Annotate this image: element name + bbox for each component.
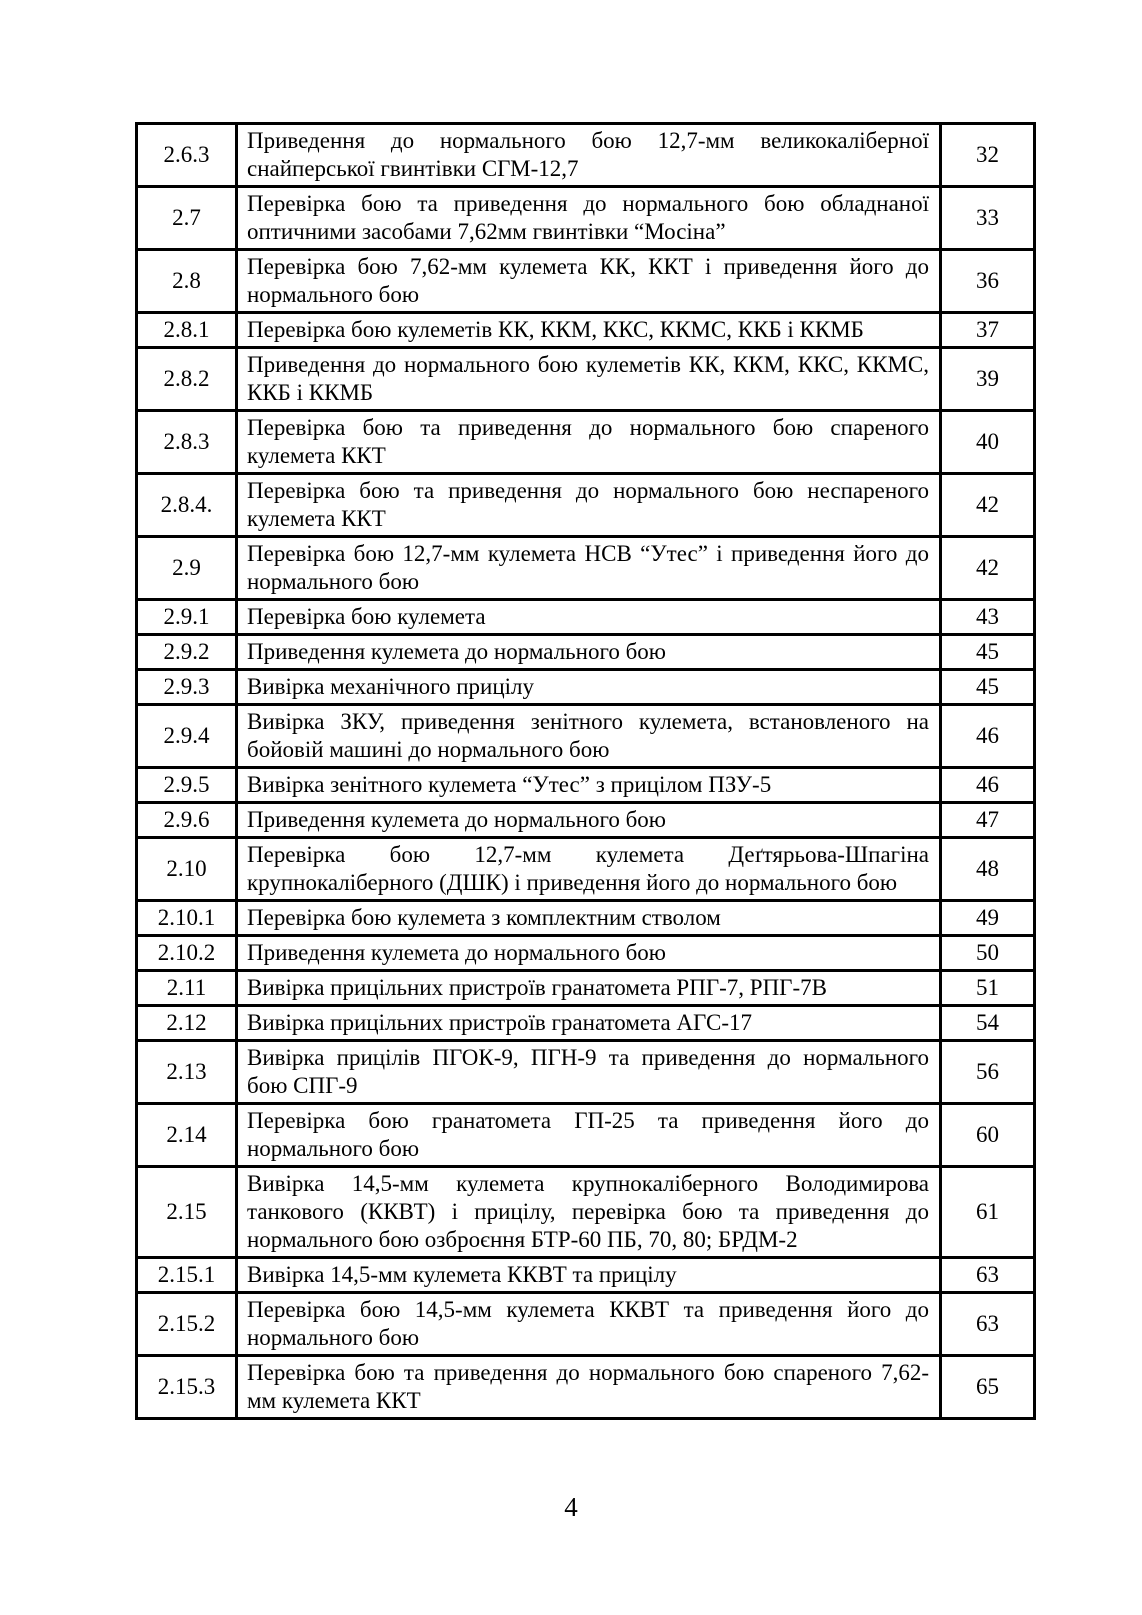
section-page: 43 [941, 600, 1035, 635]
section-number: 2.10 [137, 838, 237, 901]
table-row [137, 971, 1035, 1006]
footer-page-number: 4 [564, 1492, 578, 1522]
section-title: Перевірка бою та приведення до нормального бою спареного 7,62-мм кулемета ККТ [237, 1356, 941, 1419]
section-title: Вивірка 14,5-мм кулемета крупнокаліберного Володимирова танкового (ККВТ) і прицілу, перевірка бою та приведення до нормального бою озброєння БТР-60 ПБ, 70, 80; БРДМ-2 [237, 1167, 941, 1258]
section-number: 2.9.3 [137, 670, 237, 705]
section-title: Перевірка бою 12,7-мм кулемета Деґтярьова-Шпагіна крупнокаліберного (ДШК) і приведення його до нормального бою [237, 838, 941, 901]
table-row [137, 1006, 1035, 1041]
section-number: 2.7 [137, 187, 237, 250]
section-number: 2.15.1 [137, 1258, 237, 1293]
section-title: Приведення кулемета до нормального бою [237, 936, 941, 971]
table-row [137, 1356, 1035, 1419]
table-row [137, 600, 1035, 635]
table-row [137, 936, 1035, 971]
section-page: 32 [941, 124, 1035, 187]
section-title: Вивірка механічного прицілу [237, 670, 941, 705]
section-number: 2.15.2 [137, 1293, 237, 1356]
section-page: 45 [941, 670, 1035, 705]
section-page: 46 [941, 768, 1035, 803]
table-row [137, 635, 1035, 670]
table-row [137, 1167, 1035, 1258]
section-title: Вивірка ЗКУ, приведення зенітного кулемета, встановленого на бойовій машині до нормального бою [237, 705, 941, 768]
table-row [137, 537, 1035, 600]
table-row [137, 474, 1035, 537]
section-number: 2.8.1 [137, 313, 237, 348]
section-number: 2.8 [137, 250, 237, 313]
table-row [137, 1104, 1035, 1167]
section-number: 2.14 [137, 1104, 237, 1167]
section-number: 2.15 [137, 1167, 237, 1258]
table-row [137, 705, 1035, 768]
section-title: Перевірка бою та приведення до нормального бою спареного кулемета ККТ [237, 411, 941, 474]
section-number: 2.9.6 [137, 803, 237, 838]
section-number: 2.9.5 [137, 768, 237, 803]
section-title: Приведення до нормального бою 12,7-мм великокаліберної снайперської гвинтівки СГМ-12,7 [237, 124, 941, 187]
table-row [137, 1293, 1035, 1356]
section-page: 56 [941, 1041, 1035, 1104]
section-title: Приведення кулемета до нормального бою [237, 803, 941, 838]
section-number: 2.12 [137, 1006, 237, 1041]
table-row [137, 348, 1035, 411]
section-title: Перевірка бою 14,5-мм кулемета ККВТ та приведення його до нормального бою [237, 1293, 941, 1356]
table-row [137, 124, 1035, 187]
toc-table-body [137, 124, 1035, 1419]
section-page: 61 [941, 1167, 1035, 1258]
section-page: 47 [941, 803, 1035, 838]
section-title: Перевірка бою гранатомета ГП-25 та приведення його до нормального бою [237, 1104, 941, 1167]
section-number: 2.6.3 [137, 124, 237, 187]
section-page: 51 [941, 971, 1035, 1006]
table-row [137, 838, 1035, 901]
section-page: 46 [941, 705, 1035, 768]
section-page: 65 [941, 1356, 1035, 1419]
section-page: 45 [941, 635, 1035, 670]
section-title: Перевірка бою та приведення до нормального бою неспареного кулемета ККТ [237, 474, 941, 537]
table-row [137, 803, 1035, 838]
section-number: 2.8.3 [137, 411, 237, 474]
section-title: Вивірка прицільних пристроїв гранатомета АГС-17 [237, 1006, 941, 1041]
section-page: 49 [941, 901, 1035, 936]
section-number: 2.9.1 [137, 600, 237, 635]
section-number: 2.10.1 [137, 901, 237, 936]
table-row [137, 768, 1035, 803]
section-number: 2.11 [137, 971, 237, 1006]
table-row [137, 670, 1035, 705]
section-number: 2.9.4 [137, 705, 237, 768]
section-title: Перевірка бою кулеметів КК, ККМ, ККС, ККМС, ККБ і ККМБ [237, 313, 941, 348]
section-number: 2.10.2 [137, 936, 237, 971]
table-row [137, 313, 1035, 348]
section-number: 2.13 [137, 1041, 237, 1104]
section-page: 42 [941, 474, 1035, 537]
section-page: 40 [941, 411, 1035, 474]
section-number: 2.9.2 [137, 635, 237, 670]
section-title: Вивірка прицілів ПГОК-9, ПГН-9 та приведення до нормального бою СПГ-9 [237, 1041, 941, 1104]
table-row [137, 1258, 1035, 1293]
section-page: 37 [941, 313, 1035, 348]
section-number: 2.15.3 [137, 1356, 237, 1419]
section-title: Перевірка бою 7,62-мм кулемета КК, ККТ і приведення його до нормального бою [237, 250, 941, 313]
section-title: Перевірка бою та приведення до нормального бою обладнаної оптичними засобами 7,62мм гвинтівки “Мосіна” [237, 187, 941, 250]
toc-table [135, 122, 1036, 1420]
section-title: Приведення до нормального бою кулеметів КК, ККМ, ККС, ККМС, ККБ і ККМБ [237, 348, 941, 411]
section-page: 42 [941, 537, 1035, 600]
section-page: 54 [941, 1006, 1035, 1041]
section-page: 63 [941, 1293, 1035, 1356]
section-title: Вивірка зенітного кулемета “Утес” з прицілом ПЗУ-5 [237, 768, 941, 803]
table-row [137, 901, 1035, 936]
section-title: Перевірка бою 12,7-мм кулемета НСВ “Утес” і приведення його до нормального бою [237, 537, 941, 600]
section-page: 60 [941, 1104, 1035, 1167]
section-page: 48 [941, 838, 1035, 901]
section-page: 39 [941, 348, 1035, 411]
section-title: Перевірка бою кулемета з комплектним стволом [237, 901, 941, 936]
table-row [137, 411, 1035, 474]
section-title: Вивірка 14,5-мм кулемета ККВТ та прицілу [237, 1258, 941, 1293]
section-title: Перевірка бою кулемета [237, 600, 941, 635]
section-title: Вивірка прицільних пристроїв гранатомета РПГ-7, РПГ-7В [237, 971, 941, 1006]
section-number: 2.8.2 [137, 348, 237, 411]
table-row [137, 250, 1035, 313]
section-page: 36 [941, 250, 1035, 313]
section-page: 50 [941, 936, 1035, 971]
section-number: 2.8.4. [137, 474, 237, 537]
section-page: 33 [941, 187, 1035, 250]
section-title: Приведення кулемета до нормального бою [237, 635, 941, 670]
table-row [137, 187, 1035, 250]
section-number: 2.9 [137, 537, 237, 600]
table-row [137, 1041, 1035, 1104]
section-page: 63 [941, 1258, 1035, 1293]
